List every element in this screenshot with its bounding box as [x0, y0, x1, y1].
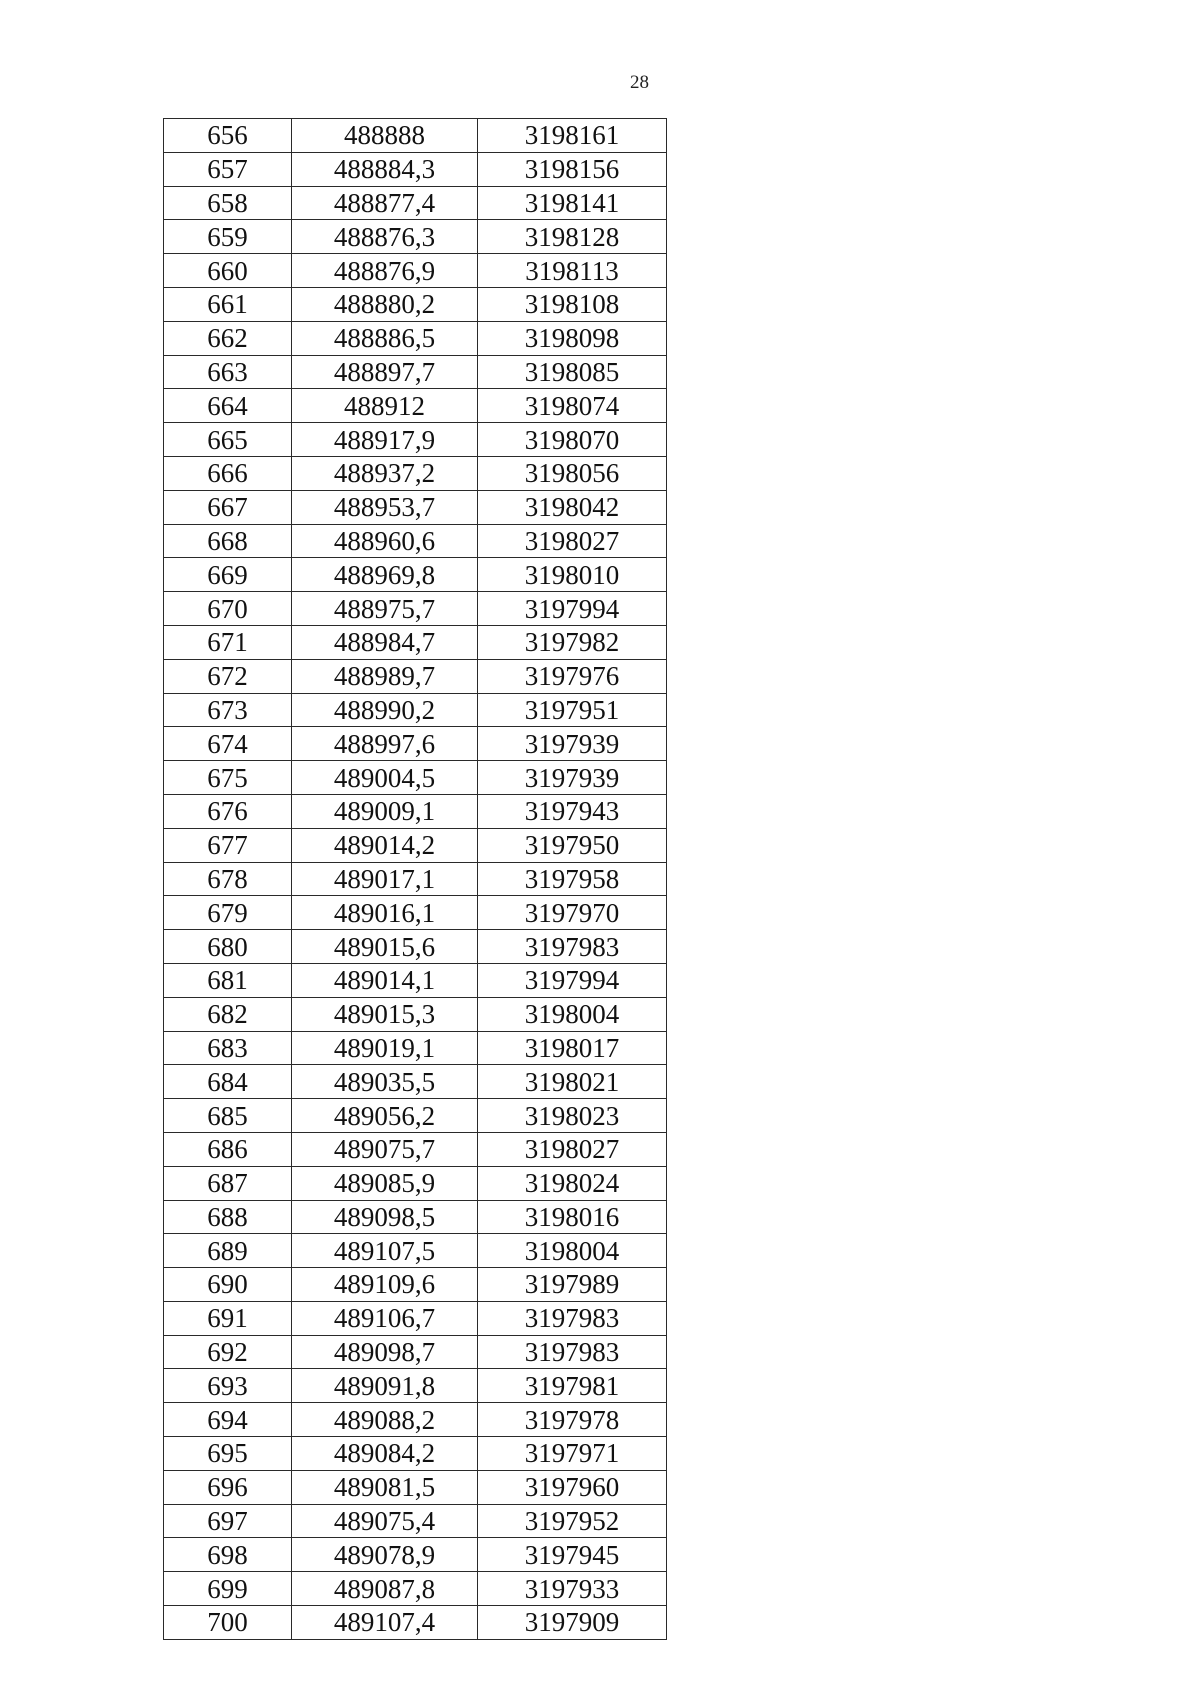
- y-coordinate-cell: 3198070: [478, 423, 667, 457]
- table-row: [164, 659, 667, 693]
- y-coordinate-cell: 3197983: [478, 1301, 667, 1335]
- point-number-cell: 658: [164, 186, 292, 220]
- point-number-cell: 659: [164, 220, 292, 254]
- y-coordinate-cell: 3197943: [478, 794, 667, 828]
- x-coordinate-cell: 489081,5: [292, 1470, 478, 1504]
- y-coordinate-cell: 3197981: [478, 1369, 667, 1403]
- table-row: [164, 1335, 667, 1369]
- table-row: [164, 997, 667, 1031]
- x-coordinate-cell: 488877,4: [292, 186, 478, 220]
- table-row: [164, 1200, 667, 1234]
- point-number-cell: 667: [164, 490, 292, 524]
- table-row: [164, 828, 667, 862]
- y-coordinate-cell: 3197939: [478, 761, 667, 795]
- point-number-cell: 687: [164, 1166, 292, 1200]
- point-number-cell: 685: [164, 1099, 292, 1133]
- x-coordinate-cell: 488997,6: [292, 727, 478, 761]
- table-row: [164, 1065, 667, 1099]
- x-coordinate-cell: 489016,1: [292, 896, 478, 930]
- table-row: [164, 490, 667, 524]
- x-coordinate-cell: 488888: [292, 119, 478, 153]
- point-number-cell: 666: [164, 456, 292, 490]
- point-number-cell: 675: [164, 761, 292, 795]
- table-row: [164, 896, 667, 930]
- y-coordinate-cell: 3198098: [478, 321, 667, 355]
- y-coordinate-cell: 3197976: [478, 659, 667, 693]
- table-row: [164, 1234, 667, 1268]
- y-coordinate-cell: 3197989: [478, 1268, 667, 1302]
- x-coordinate-cell: 488989,7: [292, 659, 478, 693]
- x-coordinate-cell: 489075,7: [292, 1132, 478, 1166]
- y-coordinate-cell: 3198004: [478, 997, 667, 1031]
- point-number-cell: 671: [164, 625, 292, 659]
- table-row: [164, 1369, 667, 1403]
- point-number-cell: 676: [164, 794, 292, 828]
- y-coordinate-cell: 3198128: [478, 220, 667, 254]
- table-row: [164, 761, 667, 795]
- table-row: [164, 930, 667, 964]
- table-row: [164, 152, 667, 186]
- y-coordinate-cell: 3198042: [478, 490, 667, 524]
- point-number-cell: 683: [164, 1031, 292, 1065]
- point-number-cell: 689: [164, 1234, 292, 1268]
- point-number-cell: 657: [164, 152, 292, 186]
- x-coordinate-cell: 488876,9: [292, 254, 478, 288]
- point-number-cell: 688: [164, 1200, 292, 1234]
- point-number-cell: 678: [164, 862, 292, 896]
- point-number-cell: 690: [164, 1268, 292, 1302]
- point-number-cell: 691: [164, 1301, 292, 1335]
- table-row: [164, 862, 667, 896]
- x-coordinate-cell: 488984,7: [292, 625, 478, 659]
- table-row: [164, 558, 667, 592]
- point-number-cell: 700: [164, 1606, 292, 1640]
- table-row: [164, 727, 667, 761]
- point-number-cell: 695: [164, 1437, 292, 1471]
- table-row: [164, 423, 667, 457]
- y-coordinate-cell: 3198017: [478, 1031, 667, 1065]
- table-row: [164, 1504, 667, 1538]
- x-coordinate-cell: 489056,2: [292, 1099, 478, 1133]
- y-coordinate-cell: 3197909: [478, 1606, 667, 1640]
- point-number-cell: 665: [164, 423, 292, 457]
- x-coordinate-cell: 489075,4: [292, 1504, 478, 1538]
- x-coordinate-cell: 488953,7: [292, 490, 478, 524]
- y-coordinate-cell: 3197958: [478, 862, 667, 896]
- x-coordinate-cell: 489035,5: [292, 1065, 478, 1099]
- y-coordinate-cell: 3197994: [478, 963, 667, 997]
- x-coordinate-cell: 489015,6: [292, 930, 478, 964]
- y-coordinate-cell: 3198024: [478, 1166, 667, 1200]
- x-coordinate-cell: 488917,9: [292, 423, 478, 457]
- table-row: [164, 963, 667, 997]
- x-coordinate-cell: 489091,8: [292, 1369, 478, 1403]
- y-coordinate-cell: 3197971: [478, 1437, 667, 1471]
- table-row: [164, 625, 667, 659]
- table-row: [164, 1403, 667, 1437]
- table-row: [164, 1470, 667, 1504]
- coordinates-table: [163, 118, 667, 1640]
- y-coordinate-cell: 3197945: [478, 1538, 667, 1572]
- y-coordinate-cell: 3198056: [478, 456, 667, 490]
- y-coordinate-cell: 3197960: [478, 1470, 667, 1504]
- point-number-cell: 674: [164, 727, 292, 761]
- y-coordinate-cell: 3198108: [478, 287, 667, 321]
- y-coordinate-cell: 3198004: [478, 1234, 667, 1268]
- table-row: [164, 186, 667, 220]
- x-coordinate-cell: 488897,7: [292, 355, 478, 389]
- table-row: [164, 287, 667, 321]
- x-coordinate-cell: 489084,2: [292, 1437, 478, 1471]
- x-coordinate-cell: 488912: [292, 389, 478, 423]
- x-coordinate-cell: 489017,1: [292, 862, 478, 896]
- x-coordinate-cell: 489085,9: [292, 1166, 478, 1200]
- point-number-cell: 681: [164, 963, 292, 997]
- y-coordinate-cell: 3197978: [478, 1403, 667, 1437]
- y-coordinate-cell: 3198010: [478, 558, 667, 592]
- y-coordinate-cell: 3198027: [478, 1132, 667, 1166]
- y-coordinate-cell: 3198027: [478, 524, 667, 558]
- table-row: [164, 389, 667, 423]
- table-row: [164, 592, 667, 626]
- x-coordinate-cell: 488876,3: [292, 220, 478, 254]
- y-coordinate-cell: 3198021: [478, 1065, 667, 1099]
- point-number-cell: 660: [164, 254, 292, 288]
- x-coordinate-cell: 488886,5: [292, 321, 478, 355]
- y-coordinate-cell: 3198074: [478, 389, 667, 423]
- y-coordinate-cell: 3198023: [478, 1099, 667, 1133]
- x-coordinate-cell: 488884,3: [292, 152, 478, 186]
- table-row: [164, 355, 667, 389]
- x-coordinate-cell: 488960,6: [292, 524, 478, 558]
- y-coordinate-cell: 3198141: [478, 186, 667, 220]
- table-row: [164, 1437, 667, 1471]
- table-row: [164, 1099, 667, 1133]
- point-number-cell: 696: [164, 1470, 292, 1504]
- x-coordinate-cell: 489009,1: [292, 794, 478, 828]
- y-coordinate-cell: 3198113: [478, 254, 667, 288]
- y-coordinate-cell: 3197983: [478, 1335, 667, 1369]
- x-coordinate-cell: 488990,2: [292, 693, 478, 727]
- x-coordinate-cell: 489078,9: [292, 1538, 478, 1572]
- y-coordinate-cell: 3197933: [478, 1572, 667, 1606]
- y-coordinate-cell: 3197952: [478, 1504, 667, 1538]
- table-row: [164, 220, 667, 254]
- table-row: [164, 1166, 667, 1200]
- y-coordinate-cell: 3197950: [478, 828, 667, 862]
- x-coordinate-cell: 489019,1: [292, 1031, 478, 1065]
- y-coordinate-cell: 3197939: [478, 727, 667, 761]
- point-number-cell: 682: [164, 997, 292, 1031]
- y-coordinate-cell: 3198085: [478, 355, 667, 389]
- point-number-cell: 697: [164, 1504, 292, 1538]
- x-coordinate-cell: 489098,7: [292, 1335, 478, 1369]
- point-number-cell: 686: [164, 1132, 292, 1166]
- table-row: [164, 693, 667, 727]
- x-coordinate-cell: 489107,4: [292, 1606, 478, 1640]
- point-number-cell: 656: [164, 119, 292, 153]
- y-coordinate-cell: 3198016: [478, 1200, 667, 1234]
- x-coordinate-cell: 488975,7: [292, 592, 478, 626]
- page-number: 28: [630, 72, 649, 93]
- point-number-cell: 677: [164, 828, 292, 862]
- point-number-cell: 670: [164, 592, 292, 626]
- table-row: [164, 1572, 667, 1606]
- table-row: [164, 254, 667, 288]
- x-coordinate-cell: 489004,5: [292, 761, 478, 795]
- x-coordinate-cell: 489109,6: [292, 1268, 478, 1302]
- table-row: [164, 456, 667, 490]
- y-coordinate-cell: 3197983: [478, 930, 667, 964]
- point-number-cell: 693: [164, 1369, 292, 1403]
- x-coordinate-cell: 489015,3: [292, 997, 478, 1031]
- point-number-cell: 679: [164, 896, 292, 930]
- table-row: [164, 1132, 667, 1166]
- point-number-cell: 699: [164, 1572, 292, 1606]
- point-number-cell: 664: [164, 389, 292, 423]
- x-coordinate-cell: 489098,5: [292, 1200, 478, 1234]
- x-coordinate-cell: 489087,8: [292, 1572, 478, 1606]
- point-number-cell: 692: [164, 1335, 292, 1369]
- point-number-cell: 694: [164, 1403, 292, 1437]
- table-row: [164, 1606, 667, 1640]
- x-coordinate-cell: 489107,5: [292, 1234, 478, 1268]
- y-coordinate-cell: 3198156: [478, 152, 667, 186]
- table-row: [164, 1538, 667, 1572]
- point-number-cell: 663: [164, 355, 292, 389]
- point-number-cell: 684: [164, 1065, 292, 1099]
- table-row: [164, 794, 667, 828]
- y-coordinate-cell: 3198161: [478, 119, 667, 153]
- point-number-cell: 661: [164, 287, 292, 321]
- table-row: [164, 524, 667, 558]
- x-coordinate-cell: 488937,2: [292, 456, 478, 490]
- y-coordinate-cell: 3197951: [478, 693, 667, 727]
- x-coordinate-cell: 489088,2: [292, 1403, 478, 1437]
- y-coordinate-cell: 3197982: [478, 625, 667, 659]
- point-number-cell: 698: [164, 1538, 292, 1572]
- x-coordinate-cell: 488880,2: [292, 287, 478, 321]
- point-number-cell: 672: [164, 659, 292, 693]
- coordinates-table-body: [164, 119, 667, 1640]
- point-number-cell: 662: [164, 321, 292, 355]
- table-row: [164, 119, 667, 153]
- y-coordinate-cell: 3197970: [478, 896, 667, 930]
- x-coordinate-cell: 489014,2: [292, 828, 478, 862]
- x-coordinate-cell: 489106,7: [292, 1301, 478, 1335]
- x-coordinate-cell: 489014,1: [292, 963, 478, 997]
- table-row: [164, 1031, 667, 1065]
- point-number-cell: 673: [164, 693, 292, 727]
- point-number-cell: 668: [164, 524, 292, 558]
- table-row: [164, 1301, 667, 1335]
- table-row: [164, 1268, 667, 1302]
- point-number-cell: 680: [164, 930, 292, 964]
- x-coordinate-cell: 488969,8: [292, 558, 478, 592]
- point-number-cell: 669: [164, 558, 292, 592]
- table-row: [164, 321, 667, 355]
- y-coordinate-cell: 3197994: [478, 592, 667, 626]
